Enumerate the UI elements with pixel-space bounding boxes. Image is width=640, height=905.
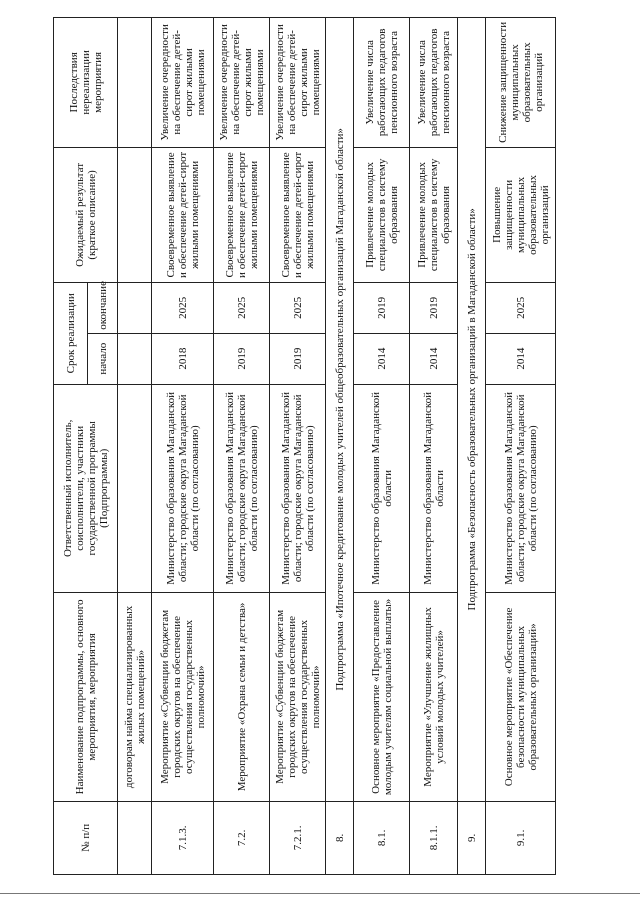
table-row [486, 18, 556, 875]
row-number: 8.1.1. [410, 801, 458, 874]
row-result: Привлечение молодых специалистов в систему образования [354, 147, 410, 282]
row-start: 2019 [270, 333, 326, 384]
row-end: 2025 [152, 283, 214, 334]
table-row [118, 18, 152, 875]
header-consequence: Последствия нереализации мероприятия [54, 18, 118, 148]
row-responsible [118, 384, 152, 593]
row-result: Своевременное выявление и обеспечение детей-сирот жилыми помещениями [152, 147, 214, 282]
row-result: Повышение защищенности муниципальных образовательных организаций [486, 147, 556, 282]
row-name: Основное мероприятие «Предоставление молодым учителям социальной выплаты» [354, 593, 410, 802]
row-number [118, 801, 152, 874]
rotated-table-sheet [53, 0, 555, 905]
row-start: 2018 [152, 333, 214, 384]
row-name: договорам найма специализированных жилых помещений» [118, 593, 152, 802]
header-start: начало [88, 333, 118, 384]
section-number: 8. [326, 801, 354, 874]
section-title: Подпрограмма «Безопасность образовательных организаций в Магаданской области» [458, 18, 486, 802]
row-number: 9.1. [486, 801, 556, 874]
row-name: Мероприятие «Субвенции бюджетам городских округов на обеспечение осуществления государственных полномочий» [152, 593, 214, 802]
row-consequence: Снижение защищенности муниципальных образовательных организаций [486, 18, 556, 148]
row-number: 7.1.3. [152, 801, 214, 874]
row-consequence: Увеличение очередности на обеспечение детей-сирот жилыми помещениями [270, 18, 326, 148]
row-result: Привлечение молодых специалистов в систему образования [410, 147, 458, 282]
row-end: 2019 [354, 283, 410, 334]
row-consequence: Увеличение очередности на обеспечение детей-сирот жилыми помещениями [152, 18, 214, 148]
row-responsible: Министерство образования Магаданской области; городские округа Магаданской области (по согласованию) [270, 384, 326, 593]
row-number: 7.2. [214, 801, 270, 874]
row-name: Мероприятие «Субвенции бюджетам городских округов на обеспечение осуществления государственных полномочий» [270, 593, 326, 802]
row-responsible: Министерство образования Магаданской области [410, 384, 458, 593]
row-start: 2019 [214, 333, 270, 384]
row-responsible: Министерство образования Магаданской области [354, 384, 410, 593]
row-start: 2014 [410, 333, 458, 384]
table-row [270, 18, 326, 875]
row-consequence: Увеличение числа работающих педагогов пенсионного возраста [410, 18, 458, 148]
row-name: Мероприятие «Улучшение жилищных условий молодых учителей» [410, 593, 458, 802]
header-num: № п/п [54, 801, 118, 874]
row-responsible: Министерство образования Магаданской области; городские округа Магаданской области (по согласованию) [152, 384, 214, 593]
row-result: Своевременное выявление и обеспечение детей-сирот жилыми помещениями [270, 147, 326, 282]
row-start: 2014 [354, 333, 410, 384]
row-responsible: Министерство образования Магаданской области; городские округа Магаданской области (по согласованию) [214, 384, 270, 593]
row-result [118, 147, 152, 282]
row-end: 2025 [214, 283, 270, 334]
section-row [326, 18, 354, 875]
header-responsible: Ответственный исполнитель, соисполнители, участники государственной программы (Подпрограммы) [54, 384, 118, 593]
row-consequence [118, 18, 152, 148]
program-table [53, 17, 556, 875]
row-start [118, 333, 152, 384]
header-name: Наименование подпрограммы, основного мероприятия, мероприятия [54, 593, 118, 802]
row-consequence: Увеличение очередности на обеспечение детей-сирот жилыми помещениями [214, 18, 270, 148]
table-row [410, 18, 458, 875]
row-end: 2025 [270, 283, 326, 334]
row-name: Основное мероприятие «Обеспечение безопасности муниципальных образовательных организаций» [486, 593, 556, 802]
section-title: Подпрограмма «Ипотечное кредитование молодых учителей общеобразовательных организаций Магаданской области» [326, 18, 354, 802]
scan-edge-line [0, 893, 640, 894]
table-row [214, 18, 270, 875]
row-number: 7.2.1. [270, 801, 326, 874]
row-end [118, 283, 152, 334]
section-number: 9. [458, 801, 486, 874]
row-result: Своевременное выявление и обеспечение детей-сирот жилыми помещениями [214, 147, 270, 282]
row-responsible: Министерство образования Магаданской области; городские округа Магаданской области (по согласованию) [486, 384, 556, 593]
table-row [152, 18, 214, 875]
table-row [354, 18, 410, 875]
row-end: 2025 [486, 283, 556, 334]
header-end: окончание [88, 283, 118, 334]
section-row [458, 18, 486, 875]
row-consequence: Увеличение числа работающих педагогов пенсионного возраста [354, 18, 410, 148]
row-start: 2014 [486, 333, 556, 384]
row-number: 8.1. [354, 801, 410, 874]
row-end: 2019 [410, 283, 458, 334]
row-name: Мероприятие «Охрана семьи и детства» [214, 593, 270, 802]
header-result: Ожидаемый результат (краткое описание) [54, 147, 118, 282]
table-body [118, 18, 556, 875]
header-term: Срок реализации [54, 283, 88, 384]
